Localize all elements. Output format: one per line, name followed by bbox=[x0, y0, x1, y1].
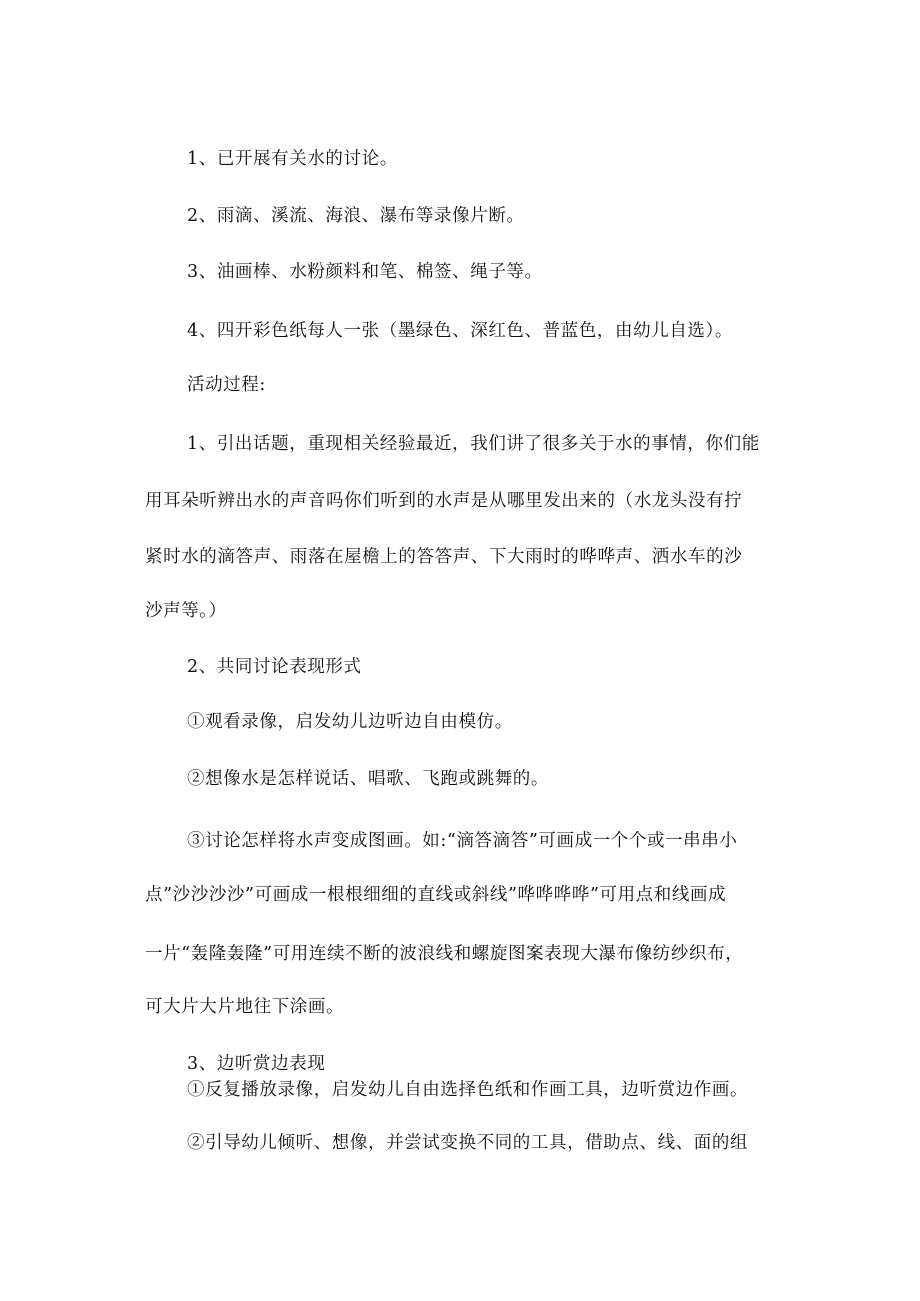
step-2-sub-3-line-3: 一片“轰隆轰隆”可用连续不断的波浪线和螺旋图案表现大瀑布像纺纱织布， bbox=[145, 944, 744, 964]
materials-item-1: 1、已开展有关水的讨论。 bbox=[187, 149, 398, 169]
section-heading-activity-process: 活动过程: bbox=[187, 375, 266, 395]
step-1-line-3: 紧时水的滴答声、雨落在屋檐上的答答声、下大雨时的哗哗声、洒水车的沙 bbox=[145, 547, 743, 567]
step-3-heading: 3、边听赏边表现 bbox=[187, 1054, 326, 1074]
materials-item-2: 2、雨滴、溪流、海浪、瀑布等录像片断。 bbox=[187, 206, 525, 226]
step-2-heading: 2、共同讨论表现形式 bbox=[187, 657, 362, 677]
step-3-sub-1: ①反复播放录像，启发幼儿自由选择色纸和作画工具，边听赏边作画。 bbox=[187, 1080, 749, 1100]
step-1-line-1: 1、引出话题，重现相关经验最近，我们讲了很多关于水的事情，你们能 bbox=[187, 434, 760, 454]
step-2-sub-1: ①观看录像，启发幼儿边听边自由模仿。 bbox=[187, 712, 513, 732]
step-2-sub-2: ②想像水是怎样说话、唱歌、飞跑或跳舞的。 bbox=[187, 769, 549, 789]
step-3-sub-2: ②引导幼儿倾听、想像，并尝试变换不同的工具，借助点、线、面的组 bbox=[187, 1133, 749, 1153]
step-2-sub-3-line-2: 点”沙沙沙沙”可画成一根根细细的直线或斜线”哗哗哗哗”可用点和线画成 bbox=[145, 885, 727, 905]
step-2-sub-3-line-1: ③讨论怎样将水声变成图画。如:“滴答滴答”可画成一个个或一串串小 bbox=[187, 831, 738, 851]
materials-item-3: 3、油画棒、水粉颜料和笔、棉签、绳子等。 bbox=[187, 262, 543, 282]
step-2-sub-3-line-4: 可大片大片地往下涂画。 bbox=[145, 997, 345, 1017]
materials-item-4: 4、四开彩色纸每人一张（墨绿色、深红色、普蓝色，由幼儿自选）。 bbox=[187, 321, 733, 341]
step-1-line-4: 沙声等。） bbox=[145, 601, 227, 621]
step-1-line-2: 用耳朵听辨出水的声音吗你们听到的水声是从哪里发出来的（水龙头没有拧 bbox=[145, 491, 743, 511]
